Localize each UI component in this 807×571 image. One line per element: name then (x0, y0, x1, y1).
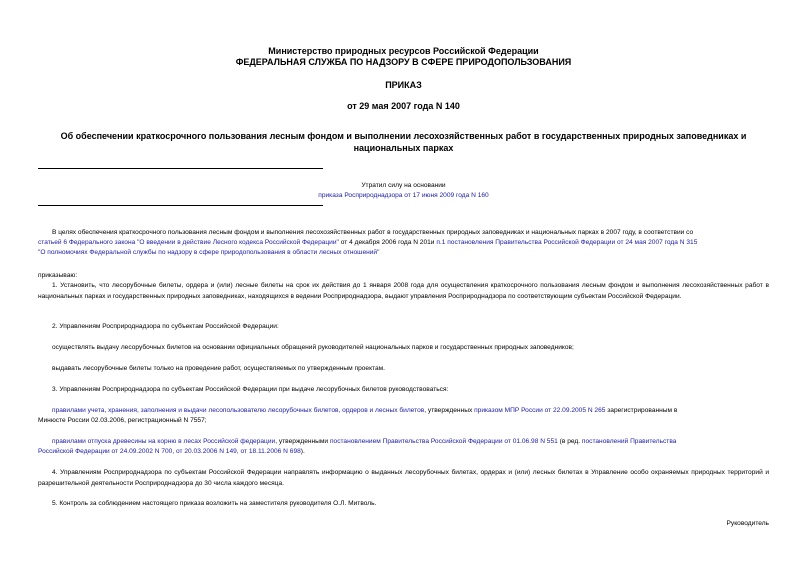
government-resolutions-link[interactable]: постановлений Правительства (581, 438, 677, 445)
timber-release-rules-link[interactable]: правилами отпуска древесины на корню в лесах Российской федерации (52, 438, 276, 445)
paragraph-3b-line-1 (52, 437, 769, 448)
status-note: Утратил силу на основании (361, 182, 446, 189)
paragraph-1: 1. Установить, что лесорубочные билеты, ордера и (или) лесные билеты на срок их действия до 1 января 2008 года для осуществления краткосрочного пользования лесным фондом и выполнения лесохозяйственных работ в национальных парках и государственных природных заповедниках, находящихся в ведении Росприроднадзора, выдают управления Росприроднадзора по соответствующим субъектам Российской Федерации. (38, 282, 769, 300)
paragraph-3b-text: , утвержденными (275, 438, 330, 445)
document-type: ПРИКАЗ (385, 80, 422, 90)
order-word: приказываю: (38, 272, 78, 279)
divider-bottom (38, 205, 323, 206)
paragraph-2b: выдавать лесорубочные билеты только на проведение работ, осуществляемых по утвержденным проектам. (52, 365, 386, 372)
paragraph-3a-tail: зарегистрированным в (605, 407, 678, 414)
service-name: ФЕДЕРАЛЬНАЯ СЛУЖБА ПО НАДЗОРУ В СФЕРЕ ПРИРОДОПОЛЬЗОВАНИЯ (235, 57, 572, 67)
signature-title: Руководитель (726, 520, 769, 527)
paragraph-3b-edition: (в ред. (557, 438, 582, 445)
paragraph-3b-line-2 (38, 447, 769, 458)
powers-decree-link[interactable]: "О полномочиях Федеральной службы по надзору в сфере природопользования в области лесных отношений" (38, 249, 380, 256)
paragraph-3a-line-2: Минюсте России 02.03.2006, регистрационный N 7557; (38, 417, 207, 424)
law-article-link[interactable]: статьей 6 Федерального закона "О введении в действие Лесного кодекса Российской Федерации" (38, 239, 339, 246)
paragraph-3a-text: , утвержденных (424, 407, 475, 414)
preamble-date: от 4 декабря 2006 года N 201и (338, 239, 437, 246)
paragraph-2: 2. Управлениям Росприроднадзора по субъектам Российской Федерации: (52, 323, 279, 330)
paragraph-5: 5. Контроль за соблюдением настоящего приказа возложить на заместителя руководителя О.Л. Митволь. (52, 500, 377, 507)
paragraph-3b-tail: ). (300, 448, 305, 455)
divider-top (38, 168, 323, 169)
amendment-resolutions-link[interactable]: Российской Федерации от 24.09.2002 N 700, от 20.03.2006 N 149, от 18.11.2006 N 698 (38, 448, 301, 455)
ministry-name: Министерство природных ресурсов Российской Федерации (268, 46, 539, 56)
ministry-order-link[interactable]: приказом МПР России от 22.09.2005 N 265 (474, 407, 606, 414)
paragraph-3a-line-1 (52, 406, 769, 417)
paragraph-3: 3. Управлениям Росприроднадзора по субъектам Российской Федерации при выдаче лесорубочных билетов руководствоваться: (52, 386, 449, 393)
government-resolution-link[interactable]: постановлением Правительства Российской Федерации от 01.06.98 N 551 (329, 438, 558, 445)
preamble-line-2 (38, 238, 769, 249)
paragraph-4: 4. Управлениям Росприроднадзора по субъектам Российской Федерации направлять информацию о выданных лесорубочных билетах, ордерах и (или) лесных билетах в Управление особо охраняемых природных территорий и разрешительной деятельности Росприроднадзора до 30 числа каждого месяца. (38, 469, 769, 487)
document-title-line-1: Об обеспечении краткосрочного пользования лесным фондом и выполнении лесохозяйственных работ в государственных природных заповедниках и (60, 131, 747, 141)
paragraph-2a: осуществлять выдачу лесорубочных билетов на основании официальных обращений руководителей национальных парков и государственных природных заповедников; (52, 344, 574, 351)
rules-accounting-link[interactable]: правилами учета, хранения, заполнения и выдачи лесопользователю лесорубочных билетов, ордеров и лесных билетов (52, 407, 425, 414)
status-note-link[interactable]: приказа Росприроднадзора от 17 июня 2009 года N 160 (318, 192, 489, 199)
government-decree-link[interactable]: п.1 постановления Правительства Российской Федерации от 24 мая 2007 года N 315 (436, 239, 698, 246)
preamble-line-1: В целях обеспечения краткосрочного пользования лесным фондом и выполнения лесохозяйственных работ в государственных природных заповедниках и национальных парках в 2007 году, в соответствии со (52, 229, 694, 236)
document-date-number: от 29 мая 2007 года N 140 (347, 101, 460, 111)
document-title-line-2: национальных парках (353, 143, 454, 153)
